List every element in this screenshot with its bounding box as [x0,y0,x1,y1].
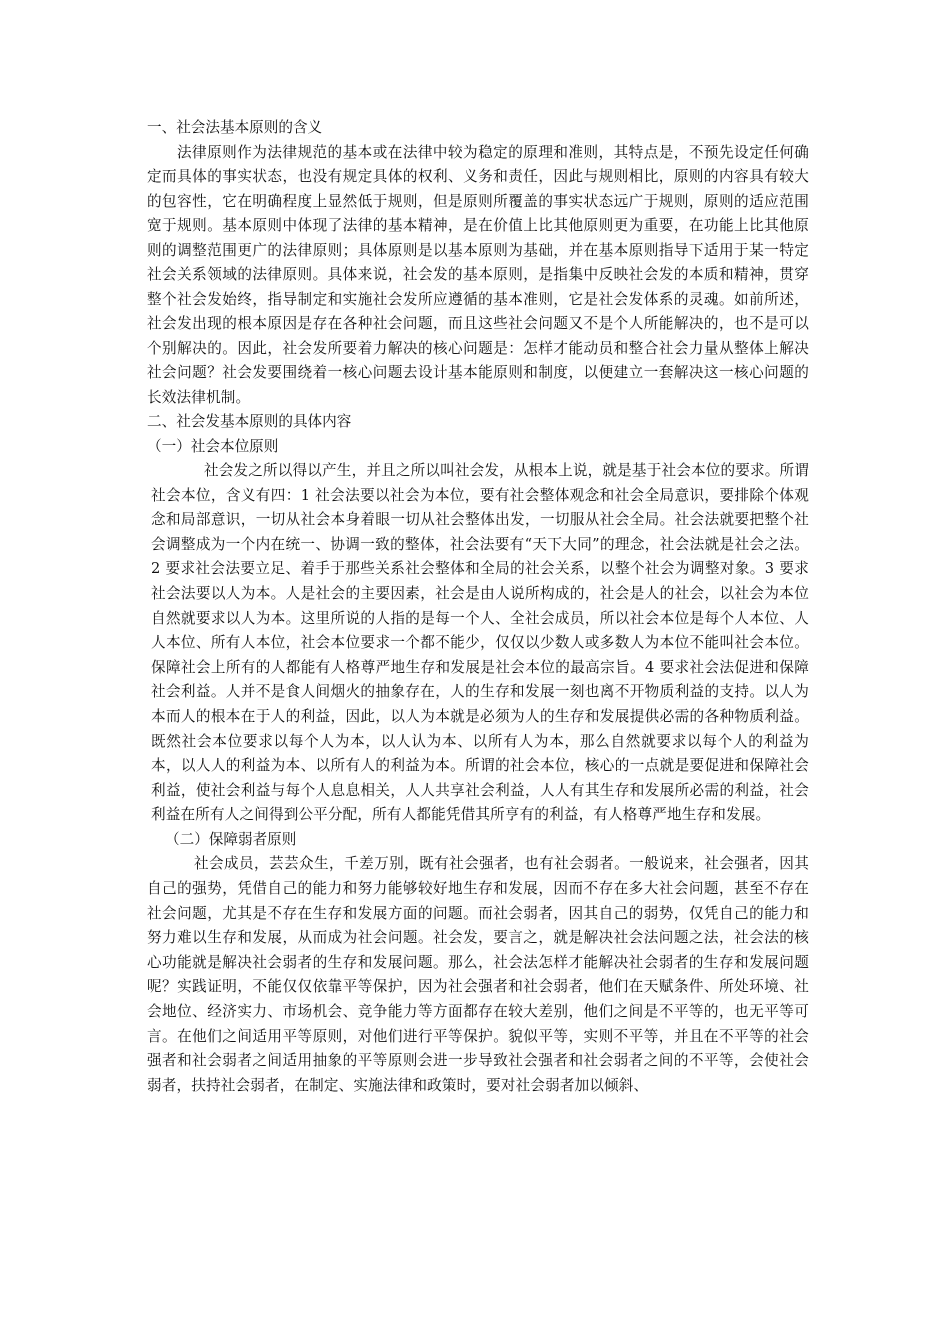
subsection-heading-2: （二）保障弱者原则 [165,830,297,848]
paragraph-1: 法律原则作为法律规范的基本或在法律中较为稳定的原理和准则，其特点是，不预先设定任何确定而具体的事实状态，也没有规定具体的权利、义务和责任，因此与规则相比，原则的内容具有较大的包容性，它在明确程度上显然低于规则，但是原则所覆盖的事实状态远广于规则，原则的适应范围宽于规则。基本原则中体现了法律的基本精神，是在价值上比其他原则更为重要，在功能上比其他原则的调整范围更广的法律原则；具体原则是以基本原则为基础，并在基本原则指导下适用于某一特定社会关系领域的法律原则。具体来说，社会发的基本原则，是指集中反映社会发的本质和精神，贯穿整个社会发始终，指导制定和实施社会发所应遵循的基本准则，它是社会发体系的灵魂。如前所述，社会发出现的根本原因是存在各种社会问题，而且这些社会问题又不是个人所能解决的，也不是可以个别解决的。因此，社会发所要着力解决的核心问题是：怎样才能动员和整合社会力量从整体上解决社会问题？社会发要围绕着一核心问题去设计基本能原则和制度，以便建立一套解决这一核心问题的长效法律机制。 [147,143,809,406]
subsection-heading-1: （一）社会本位原则 [147,437,279,455]
section-heading-1: 一、社会法基本原则的含义 [147,119,323,136]
section-heading-2: 二、社会发基本原则的具体内容 [147,413,352,430]
paragraph-2: 社会发之所以得以产生，并且之所以叫社会发，从根本上说，就是基于社会本位的要求。所谓社会本位，含义有四：1 社会法要以社会为本位，要有社会整体观念和社会全局意识，要排除个体观念和局部意识，一切从社会本身着眼一切从社会整体出发，一切服从社会全局。社会法就要把整个社会调整成为一个内在统一、协调一致的整体，社会法要有“天下大同”的理念，社会法就是社会之法。2 要求社会法要立足、着手于那些关系社会整体和全局的社会关系，以整个社会为调整对象。3 要求社会法要以人为本。人是社会的主要因素，社会是由人说所构成的，社会是人的社会，以社会为本位自然就要求以人为本。这里所说的人指的是每一个人、全社会成员，所以社会本位是每个人本位、人人本位、所有人本位，社会本位要求一个都不能少，仅仅以少数人或多数人为本位不能叫社会本位。保障社会上所有的人都能有人格尊严地生存和发展是社会本位的最高宗旨。4 要求社会法促进和保障社会利益。人并不是食人间烟火的抽象存在，人的生存和发展一刻也离不开物质利益的支持。以人为本而人的根本在于人的利益，因此，以人为本就是必须为人的生存和发展提供必需的各种物质利益。既然社会本位要求以每个人为本，以人认为本、以所有人为本，那么自然就要求以每个人的利益为本，以人人的利益为本、以所有人的利益为本。所谓的社会本位，核心的一点就是要促进和保障社会利益，使社会利益与每个人息息相关，人人共享社会利益，人人有其生存和发展所必需的利益，社会利益在所有人之间得到公平分配，所有人都能凭借其所亨有的利益，有人格尊严地生存和发展。 [151,462,809,824]
paragraph-3: 社会成员，芸芸众生，千差万别，既有社会强者，也有社会弱者。一般说来，社会强者，因其自己的强势，凭借自己的能力和努力能够较好地生存和发展，因而不存在多大社会问题，甚至不存在社会问题，尤其是不存在生存和发展方面的问题。而社会弱者，因其自己的弱势，仅凭自己的能力和努力难以生存和发展，从而成为社会问题。社会发，要言之，就是解决社会法问题之法，社会法的核心功能就是解决社会弱者的生存和发展问题。那么，社会法怎样才能解决社会弱者的生存和发展问题呢？实践证明，不能仅仅依靠平等保护，因为社会强者和社会弱者，他们在天赋条件、所处环境、社会地位、经济实力、市场机会、竞争能力等方面都存在较大差别，他们之间是不平等的，也无平等可言。在他们之间适用平等原则，对他们进行平等保护。貌似平等，实则不平等，并且在不平等的社会强者和社会弱者之间适用抽象的平等原则会进一步导致社会强者和社会弱者之间的不平等，会使社会弱者，扶持社会弱者，在制定、实施法律和政策时，要对社会弱者加以倾斜、 [147,855,809,1094]
document-page [147,116,809,1098]
